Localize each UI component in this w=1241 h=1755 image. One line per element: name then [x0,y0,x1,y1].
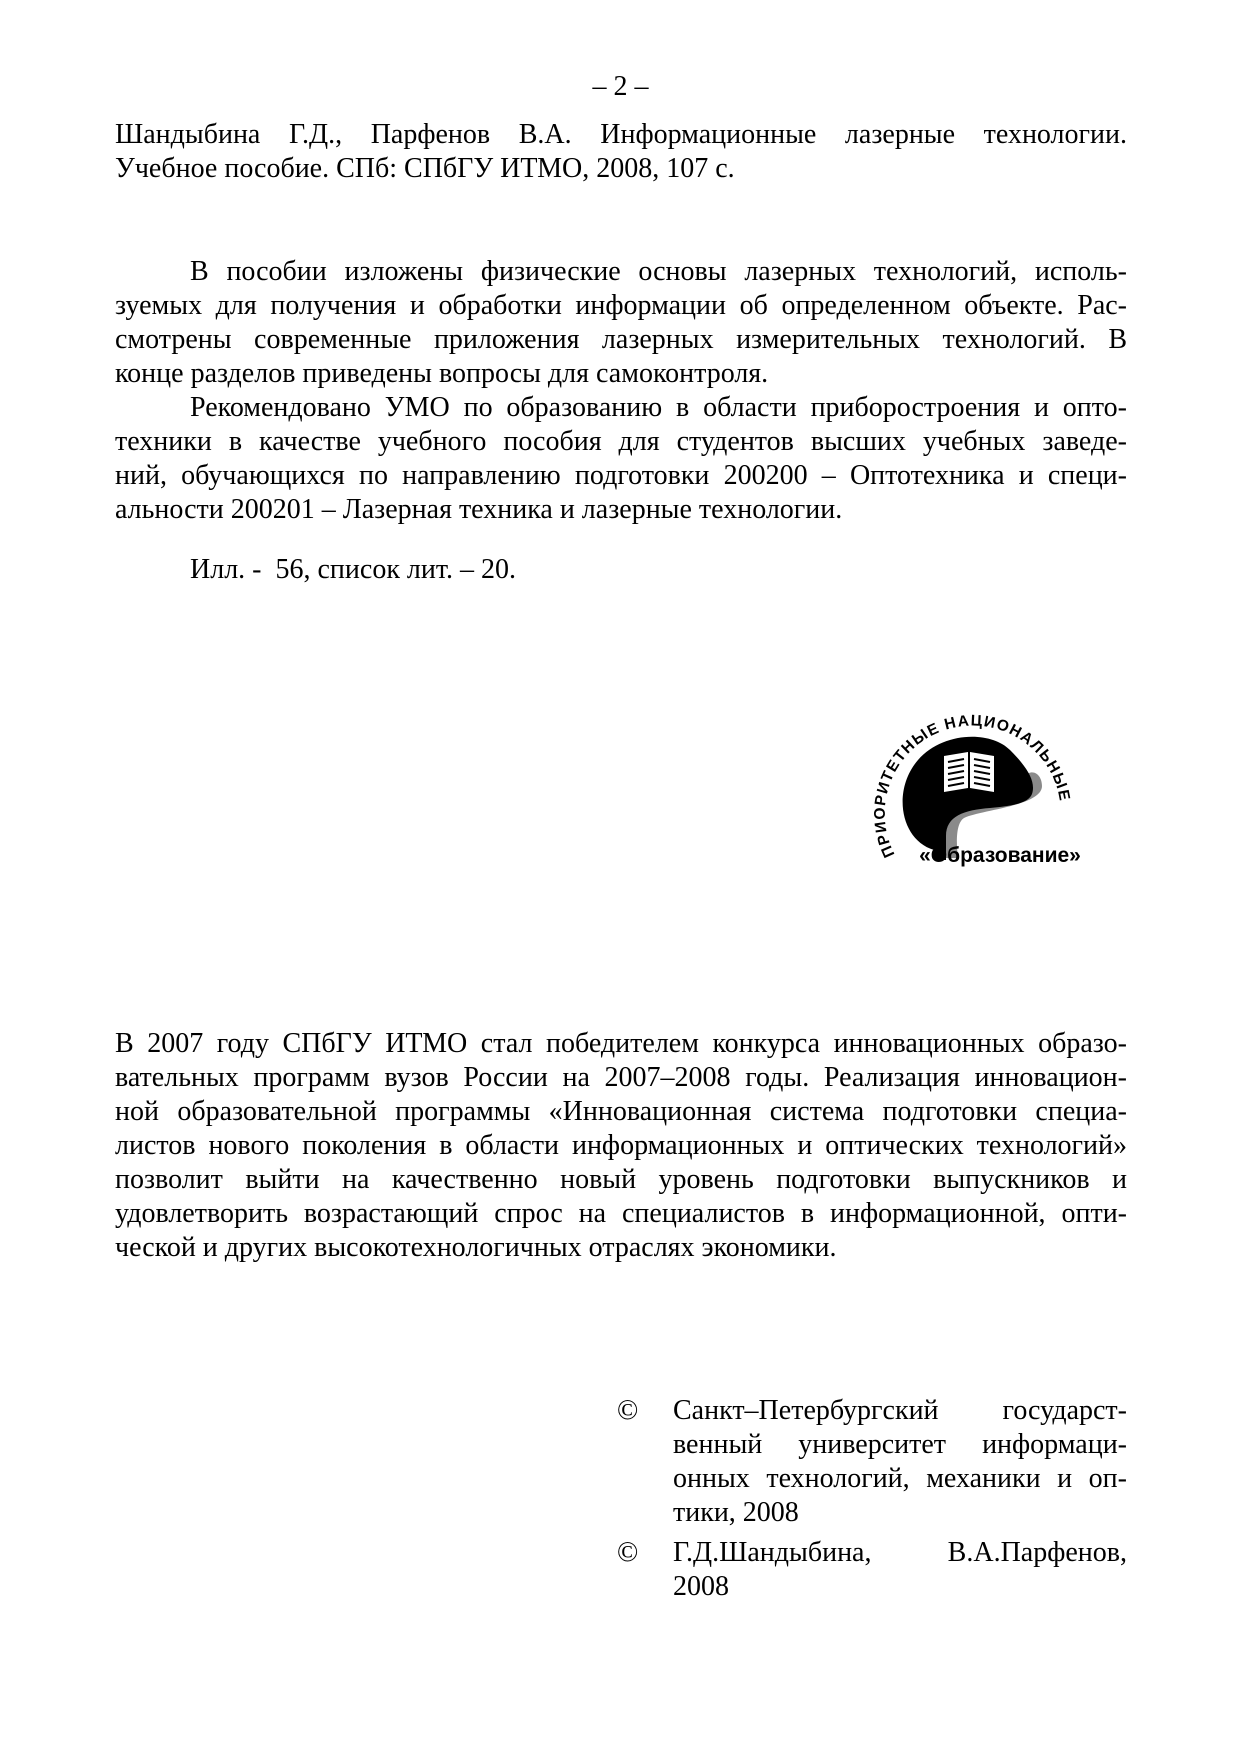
recommendation-line: Рекомендовано УМО по образованию в области приборостроения и опто- [190,392,1127,423]
annotation-line: конце разделов приведены вопросы для самоконтроля. [115,358,769,389]
education-project-logo [860,690,1140,890]
paragraph-line: позволит выйти на качественно новый уровень подготовки выпускников и [115,1164,1127,1195]
logo-label: «Образование» [919,844,1081,867]
copyright-university [617,1394,1127,1530]
recommendation-line: альности 200201 – Лазерная техника и лазерные технологии. [115,494,843,525]
copyright-icon: © [617,1537,639,1568]
illustrations-count [115,553,1127,587]
paragraph-line: В 2007 году СПбГУ ИТМО стал победителем конкурса инновационных образо- [115,1028,1127,1059]
copyright-line: 2008 [673,1571,729,1602]
copyright-line: Г.Д.Шандыбина, В.А.Парфенов, [673,1537,1127,1568]
paragraph-line: вательных программ вузов России на 2007–2008 годы. Реализация инновацион- [115,1062,1127,1093]
paragraph-line: листов нового поколения в области информационных и оптических технологий» [115,1130,1127,1161]
annotation-line: В пособии изложены физические основы лазерных технологий, исполь- [190,256,1127,287]
recommendation-line: техники в качестве учебного пособия для студентов высших учебных заведе- [115,426,1127,457]
illustrations-line: Илл. - 56, список лит. – 20. [190,554,517,585]
itmo-program-paragraph [115,1027,1127,1265]
copyright-line: онных технологий, механики и оп- [673,1463,1127,1494]
annotation [115,255,1127,527]
logo-arc-text: ПРИОРИТЕТНЫЕ НАЦИОНАЛЬНЫЕ [871,712,1073,861]
page-number: – 2 – [592,71,649,102]
copyright-line: Санкт–Петербургский государст- [673,1395,1127,1426]
biblio-line: Шандыбина Г.Д., Парфенов В.А. Информационные лазерные технологии. [115,119,1127,150]
copyright-authors [617,1536,1127,1604]
copyright-line: венный университет информаци- [673,1429,1127,1460]
annotation-line: смотрены современные приложения лазерных измерительных технологий. В [115,324,1127,355]
copyright-line: тики, 2008 [673,1497,799,1528]
biblio-line: Учебное пособие. СПб: СПбГУ ИТМО, 2008, 107 с. [115,153,735,184]
paragraph-line: удовлетворить возрастающий спрос на специалистов в информационной, опти- [115,1198,1127,1229]
bibliographic-reference [115,118,1127,186]
paragraph-line: ческой и других высокотехнологичных отраслях экономики. [115,1232,837,1263]
copyright-block [617,1394,1127,1604]
logo-graphic [860,690,1140,890]
paragraph-line: ной образовательной программы «Инновационная система подготовки специа- [115,1096,1127,1127]
recommendation-line: ний, обучающихся по направлению подготовки 200200 – Оптотехника и специ- [115,460,1127,491]
copyright-icon: © [617,1395,639,1426]
annotation-line: зуемых для получения и обработки информации об определенном объекте. Рас- [115,290,1127,321]
